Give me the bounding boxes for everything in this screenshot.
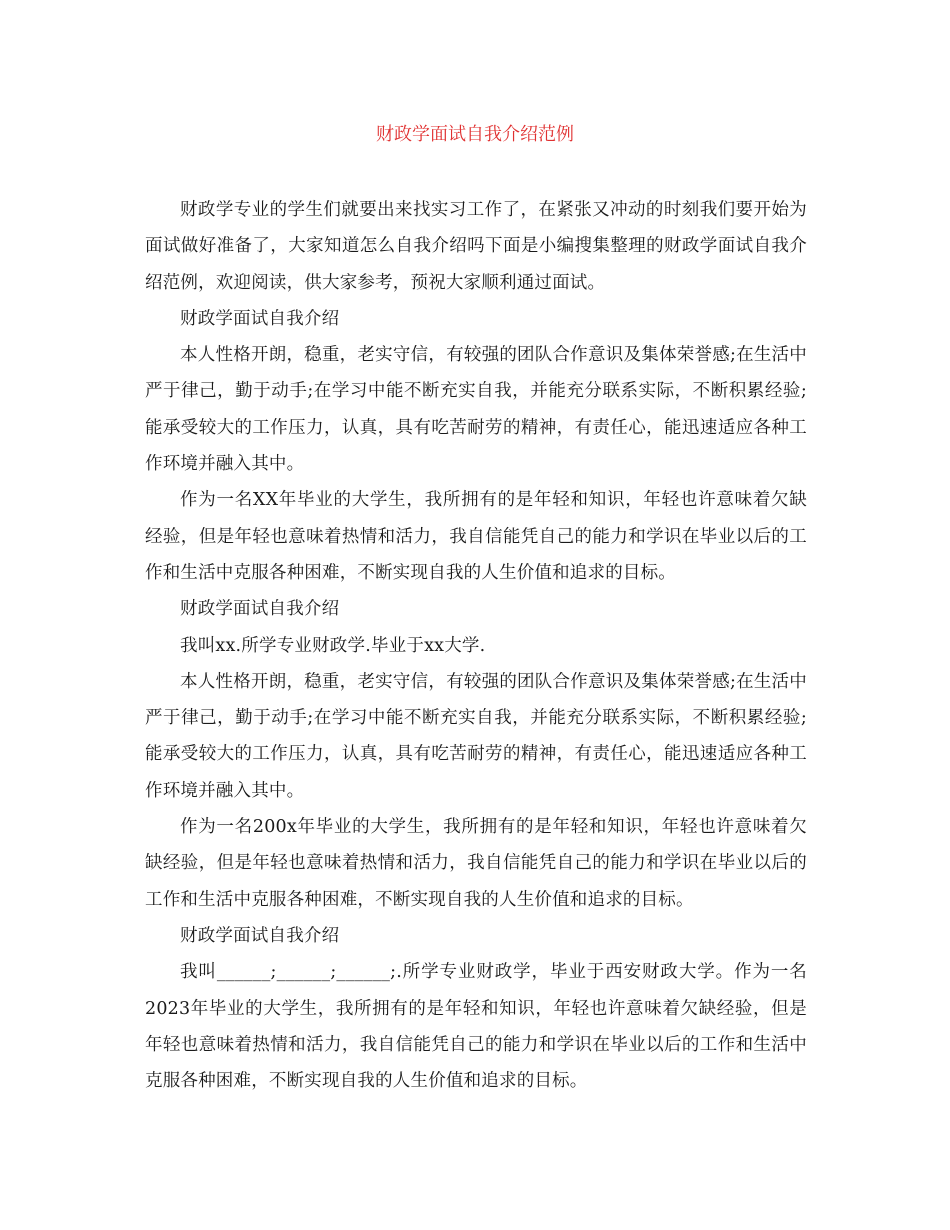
body-paragraph: 作为一名200x年毕业的大学生，我所拥有的是年轻和知识，年轻也许意味着欠缺经验，但是年轻也意味着热情和活力，我自信能凭自己的能力和学识在毕业以后的工作和生活中克服各种困难，不断实现自我的人生价值和追求的目标。	[145, 817, 807, 910]
body-paragraph: 我叫xx.所学专业财政学.毕业于xx大学.	[180, 635, 486, 656]
body-paragraph: 作为一名XX年毕业的大学生，我所拥有的是年轻和知识，年轻也许意味着欠缺经验，但是年轻也意味着热情和活力，我自信能凭自己的能力和学识在毕业以后的工作和生活中克服各种困难，不断实现自我的人生价值和追求的目标。	[145, 490, 807, 583]
body-paragraph: 本人性格开朗，稳重，老实守信，有较强的团队合作意识及集体荣誉感;在生活中严于律己，勤于动手;在学习中能不断充实自我，并能充分联系实际，不断积累经验;能承受较大的工作压力，认真，具有吃苦耐劳的精神，有责任心，能迅速适应各种工作环境并融入其中。	[145, 671, 807, 801]
document-title: 财政学面试自我介绍范例	[376, 124, 574, 145]
intro-paragraph: 财政学专业的学生们就要出来找实习工作了，在紧张又冲动的时刻我们要开始为面试做好准备了，大家知道怎么自我介绍吗下面是小编搜集整理的财政学面试自我介绍范例，欢迎阅读，供大家参考，预祝大家顺利通过面试。	[145, 200, 807, 293]
body-paragraph: 我叫______;______;______;.所学专业财政学，毕业于西安财政大学。作为一名2023年毕业的大学生，我所拥有的是年轻和知识，年轻也许意味着欠缺经验，但是年轻也意味着热情和活力，我自信能凭自己的能力和学识在毕业以后的工作和生活中克服各种困难，不断实现自我的人生价值和追求的目标。	[145, 962, 807, 1092]
document-body	[145, 192, 807, 1099]
body-paragraph: 本人性格开朗，稳重，老实守信，有较强的团队合作意识及集体荣誉感;在生活中严于律己，勤于动手;在学习中能不断充实自我，并能充分联系实际，不断积累经验;能承受较大的工作压力，认真，具有吃苦耐劳的精神，有责任心，能迅速适应各种工作环境并融入其中。	[145, 345, 807, 475]
section-heading: 财政学面试自我介绍	[180, 925, 340, 946]
section-heading: 财政学面试自我介绍	[180, 599, 340, 620]
section-heading: 财政学面试自我介绍	[180, 308, 340, 329]
